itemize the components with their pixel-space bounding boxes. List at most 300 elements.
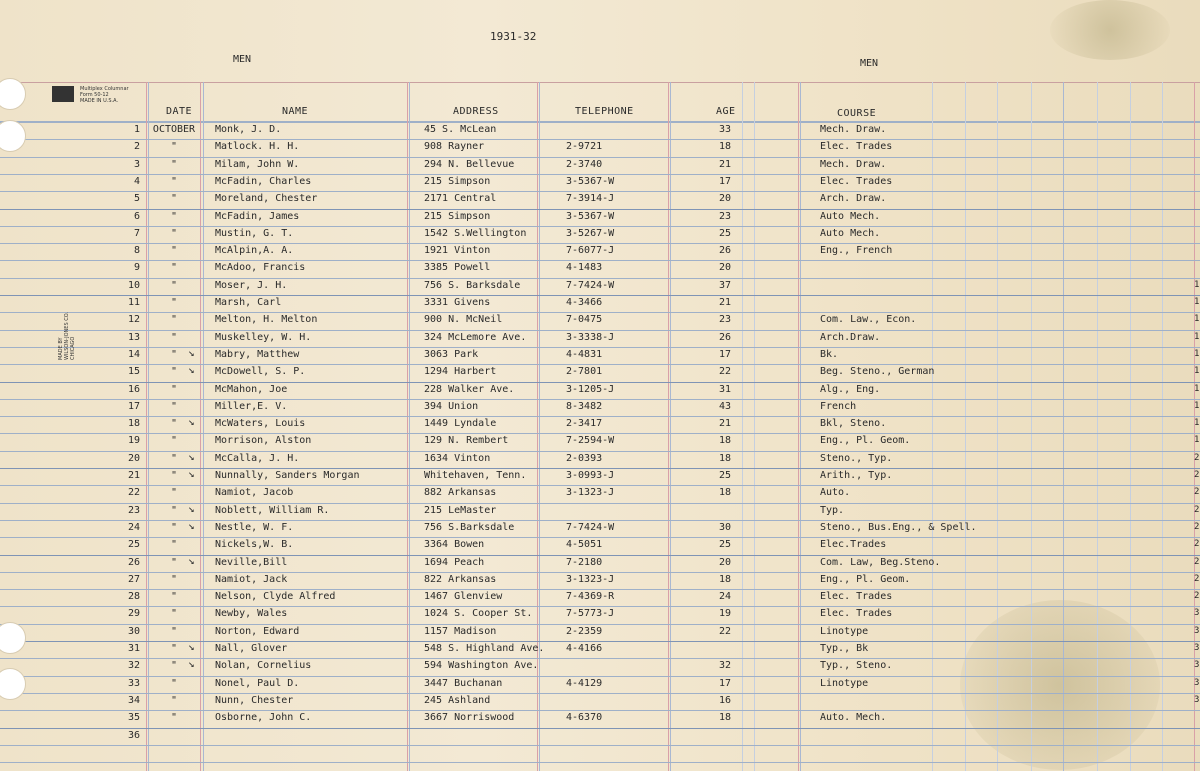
- address-cell: 1449 Lyndale: [424, 418, 497, 429]
- edge-number: 1: [1194, 366, 1200, 376]
- edge-number: 1: [1194, 384, 1200, 394]
- name-cell: Nelson, Clyde Alfred: [215, 591, 336, 602]
- age-cell: 18: [718, 574, 732, 585]
- course-cell: Bkl, Steno.: [820, 418, 887, 429]
- row-rule: [0, 572, 1200, 573]
- name-cell: Noblett, William R.: [215, 505, 330, 516]
- address-cell: 756 S. Barksdale: [424, 280, 521, 291]
- column-rule: [1097, 82, 1098, 771]
- row-rule: [0, 693, 1200, 694]
- name-cell: Nall, Glover: [215, 643, 288, 654]
- edge-number: 2: [1194, 539, 1200, 549]
- name-cell: McFadin, James: [215, 211, 300, 222]
- binder-hole: [0, 668, 26, 700]
- address-cell: 228 Walker Ave.: [424, 384, 515, 395]
- row-number: 14: [127, 349, 140, 360]
- row-number: 17: [127, 401, 140, 412]
- date-cell: ": [170, 141, 178, 152]
- row-number: 33: [127, 678, 140, 689]
- course-cell: Elec. Trades: [820, 141, 893, 152]
- column-header-name: NAME: [282, 106, 309, 117]
- course-cell: Typ., Bk: [820, 643, 869, 654]
- column-rule: [1162, 82, 1163, 771]
- column-rule: [800, 82, 801, 771]
- telephone-cell: 3-0993-J: [566, 470, 615, 481]
- edge-number: 3: [1194, 678, 1200, 688]
- telephone-cell: 7-6077-J: [566, 245, 615, 256]
- telephone-cell: 3-5367-W: [566, 176, 615, 187]
- age-cell: 31: [718, 384, 732, 395]
- edge-number: 3: [1194, 626, 1200, 636]
- row-number: 26: [127, 557, 140, 568]
- column-rule: [932, 82, 933, 771]
- header-rule: [0, 121, 1200, 123]
- edge-number: 3: [1194, 608, 1200, 618]
- binder-hole: [0, 622, 26, 654]
- course-cell: Mech. Draw.: [820, 159, 887, 170]
- name-cell: Nestle, W. F.: [215, 522, 294, 533]
- row-number: 34: [127, 695, 140, 706]
- row-rule: [0, 191, 1200, 192]
- course-cell: Auto.: [820, 487, 851, 498]
- name-cell: Marsh, Carl: [215, 297, 282, 308]
- row-rule: [0, 312, 1200, 313]
- men-heading-left: MEN: [233, 54, 252, 65]
- row-rule: [0, 295, 1200, 296]
- age-cell: 25: [718, 539, 732, 550]
- address-cell: 3331 Givens: [424, 297, 491, 308]
- address-cell: 3063 Park: [424, 349, 479, 360]
- name-cell: Milam, John W.: [215, 159, 300, 170]
- edge-number: 1: [1194, 332, 1200, 342]
- column-rule: [203, 82, 204, 771]
- column-rule: [539, 82, 540, 771]
- date-cell: ": [170, 574, 178, 585]
- check-arrow-icon: ↘: [188, 467, 195, 480]
- date-cell: ": [170, 418, 178, 429]
- name-cell: Neville,Bill: [215, 557, 288, 568]
- name-cell: Osborne, John C.: [215, 712, 312, 723]
- row-number: 23: [127, 505, 140, 516]
- course-cell: Auto Mech.: [820, 228, 881, 239]
- row-number: 6: [133, 211, 140, 222]
- edge-number: 2: [1194, 453, 1200, 463]
- date-cell: ": [170, 487, 178, 498]
- date-cell: ": [170, 557, 178, 568]
- address-cell: 3364 Bowen: [424, 539, 485, 550]
- address-cell: 324 McLemore Ave.: [424, 332, 527, 343]
- name-cell: Norton, Edward: [215, 626, 300, 637]
- telephone-cell: 4-5051: [566, 539, 603, 550]
- age-cell: 18: [718, 435, 732, 446]
- address-cell: 294 N. Bellevue: [424, 159, 515, 170]
- age-cell: 21: [718, 418, 732, 429]
- address-cell: 1921 Vinton: [424, 245, 491, 256]
- row-rule: [0, 710, 1200, 711]
- row-rule: [0, 589, 1200, 590]
- name-cell: McAlpin,A. A.: [215, 245, 294, 256]
- date-cell: ": [170, 626, 178, 637]
- address-cell: 900 N. McNeil: [424, 314, 503, 325]
- edge-number: 1: [1194, 435, 1200, 445]
- date-cell: ": [170, 660, 178, 671]
- row-rule: [0, 209, 1200, 210]
- check-arrow-icon: ↘: [188, 554, 195, 567]
- telephone-cell: 4-1483: [566, 262, 603, 273]
- age-cell: 24: [718, 591, 732, 602]
- row-number: 32: [127, 660, 140, 671]
- address-cell: 215 Simpson: [424, 176, 491, 187]
- address-cell: 215 Simpson: [424, 211, 491, 222]
- row-number: 30: [127, 626, 140, 637]
- course-cell: Mech. Draw.: [820, 124, 887, 135]
- column-rule: [670, 82, 671, 771]
- name-cell: Nickels,W. B.: [215, 539, 294, 550]
- row-rule: [0, 658, 1200, 659]
- row-number: 3: [133, 159, 140, 170]
- age-cell: 20: [718, 193, 732, 204]
- row-rule: [0, 330, 1200, 331]
- telephone-cell: 2-2359: [566, 626, 603, 637]
- rule: [0, 82, 1200, 83]
- name-cell: McDowell, S. P.: [215, 366, 306, 377]
- name-cell: McAdoo, Francis: [215, 262, 306, 273]
- telephone-cell: 3-1205-J: [566, 384, 615, 395]
- date-cell: ": [170, 176, 178, 187]
- age-cell: 16: [718, 695, 732, 706]
- row-number: 2: [133, 141, 140, 152]
- date-cell: ": [170, 384, 178, 395]
- edge-number: 2: [1194, 487, 1200, 497]
- column-rule: [754, 82, 755, 771]
- age-cell: 25: [718, 228, 732, 239]
- row-number: 35: [127, 712, 140, 723]
- age-cell: 37: [718, 280, 732, 291]
- row-rule: [0, 468, 1200, 469]
- column-rule: [668, 82, 669, 771]
- column-rule: [407, 82, 408, 771]
- name-cell: McMahon, Joe: [215, 384, 288, 395]
- date-cell: ": [170, 228, 178, 239]
- name-cell: Nunnally, Sanders Morgan: [215, 470, 360, 481]
- row-rule: [0, 520, 1200, 521]
- row-number: 27: [127, 574, 140, 585]
- course-cell: Alg., Eng.: [820, 384, 881, 395]
- column-header-age: AGE: [716, 106, 736, 117]
- age-cell: 32: [718, 660, 732, 671]
- date-cell: ": [170, 262, 178, 273]
- row-rule: [0, 174, 1200, 175]
- course-cell: French: [820, 401, 857, 412]
- age-cell: 18: [718, 141, 732, 152]
- address-cell: 3385 Powell: [424, 262, 491, 273]
- telephone-cell: 4-6370: [566, 712, 603, 723]
- edge-number: 1: [1194, 401, 1200, 411]
- edge-number: 1: [1194, 297, 1200, 307]
- row-number: 16: [127, 384, 140, 395]
- age-cell: 30: [718, 522, 732, 533]
- date-cell: ": [170, 522, 178, 533]
- binder-hole: [0, 120, 26, 152]
- column-rule: [409, 82, 410, 771]
- row-rule: [0, 485, 1200, 486]
- age-cell: 23: [718, 314, 732, 325]
- address-cell: 3667 Norriswood: [424, 712, 515, 723]
- name-cell: Namiot, Jacob: [215, 487, 294, 498]
- row-number: 31: [127, 643, 140, 654]
- age-cell: 22: [718, 626, 732, 637]
- age-cell: 22: [718, 366, 732, 377]
- telephone-cell: 7-3914-J: [566, 193, 615, 204]
- date-cell: ": [170, 159, 178, 170]
- check-arrow-icon: ↘: [188, 657, 195, 670]
- date-cell: ": [170, 349, 178, 360]
- check-arrow-icon: ↘: [188, 640, 195, 653]
- name-cell: Namiot, Jack: [215, 574, 288, 585]
- row-rule: [0, 399, 1200, 400]
- name-cell: McWaters, Louis: [215, 418, 306, 429]
- course-cell: Arith., Typ.: [820, 470, 893, 481]
- course-cell: Auto. Mech.: [820, 712, 887, 723]
- name-cell: Miller,E. V.: [215, 401, 288, 412]
- row-rule: [0, 624, 1200, 625]
- course-cell: Arch.Draw.: [820, 332, 881, 343]
- address-cell: 1634 Vinton: [424, 453, 491, 464]
- date-cell: ": [170, 193, 178, 204]
- check-arrow-icon: ↘: [188, 450, 195, 463]
- row-rule: [0, 676, 1200, 677]
- name-cell: Matlock. H. H.: [215, 141, 300, 152]
- year-heading: 1931-32: [490, 30, 537, 43]
- age-cell: 33: [718, 124, 732, 135]
- date-cell: ": [170, 435, 178, 446]
- telephone-cell: 8-3482: [566, 401, 603, 412]
- telephone-cell: 7-0475: [566, 314, 603, 325]
- row-rule: [0, 728, 1200, 729]
- form-line: Multiplex Columnar: [80, 86, 129, 92]
- name-cell: Mustin, G. T.: [215, 228, 294, 239]
- name-cell: Moser, J. H.: [215, 280, 288, 291]
- date-cell: ": [170, 297, 178, 308]
- row-number: 28: [127, 591, 140, 602]
- row-rule: [0, 503, 1200, 504]
- telephone-cell: 3-5267-W: [566, 228, 615, 239]
- column-rule: [997, 82, 998, 771]
- telephone-cell: 2-0393: [566, 453, 603, 464]
- row-number: 4: [133, 176, 140, 187]
- binder-hole: [0, 78, 26, 110]
- name-cell: Nolan, Cornelius: [215, 660, 312, 671]
- age-cell: 18: [718, 712, 732, 723]
- row-rule: [0, 606, 1200, 607]
- row-number: 18: [127, 418, 140, 429]
- row-number: 29: [127, 608, 140, 619]
- edge-number: 1: [1194, 280, 1200, 290]
- telephone-cell: 4-4129: [566, 678, 603, 689]
- age-cell: 19: [718, 608, 732, 619]
- age-cell: 25: [718, 470, 732, 481]
- row-rule: [0, 364, 1200, 365]
- row-number: 1: [133, 124, 140, 135]
- course-cell: Elec.Trades: [820, 539, 887, 550]
- course-cell: Linotype: [820, 678, 869, 689]
- edge-number: 3: [1194, 643, 1200, 653]
- age-cell: 17: [718, 176, 732, 187]
- address-cell: 594 Washington Ave.: [424, 660, 539, 671]
- address-cell: 245 Ashland: [424, 695, 491, 706]
- edge-number: 1: [1194, 349, 1200, 359]
- course-cell: Linotype: [820, 626, 869, 637]
- date-cell: ": [170, 678, 178, 689]
- course-cell: Eng., French: [820, 245, 893, 256]
- age-cell: 23: [718, 211, 732, 222]
- telephone-cell: 2-7801: [566, 366, 603, 377]
- column-header-telephone: TELEPHONE: [575, 106, 634, 117]
- name-cell: Muskelley, W. H.: [215, 332, 312, 343]
- row-number: 22: [127, 487, 140, 498]
- course-cell: Eng., Pl. Geom.: [820, 574, 911, 585]
- row-number: 9: [133, 262, 140, 273]
- check-arrow-icon: ↘: [188, 519, 195, 532]
- address-cell: 1467 Glenview: [424, 591, 503, 602]
- row-rule: [0, 416, 1200, 417]
- row-number: 5: [133, 193, 140, 204]
- telephone-cell: 3-1323-J: [566, 487, 615, 498]
- row-number: 21: [127, 470, 140, 481]
- row-number: 8: [133, 245, 140, 256]
- address-cell: 908 Rayner: [424, 141, 485, 152]
- telephone-cell: 4-3466: [566, 297, 603, 308]
- date-cell: ": [170, 539, 178, 550]
- row-number: 25: [127, 539, 140, 550]
- edge-number: 2: [1194, 591, 1200, 601]
- column-rule: [965, 82, 966, 771]
- age-cell: 21: [718, 159, 732, 170]
- address-cell: 882 Arkansas: [424, 487, 497, 498]
- course-cell: Elec. Trades: [820, 176, 893, 187]
- check-arrow-icon: ↘: [188, 415, 195, 428]
- form-line: Form 50-12: [80, 92, 109, 98]
- course-cell: Com. Law., Econ.: [820, 314, 917, 325]
- date-cell: ": [170, 695, 178, 706]
- column-rule: [1063, 82, 1064, 771]
- maker-line: MADE BY: [58, 337, 64, 360]
- name-cell: Morrison, Alston: [215, 435, 312, 446]
- telephone-cell: 7-7424-W: [566, 522, 615, 533]
- edge-number: 2: [1194, 557, 1200, 567]
- wilson-jones-logo: [52, 86, 74, 102]
- address-cell: 2171 Central: [424, 193, 497, 204]
- edge-number: 2: [1194, 505, 1200, 515]
- row-number: 24: [127, 522, 140, 533]
- address-cell: 394 Union: [424, 401, 479, 412]
- row-rule: [0, 762, 1200, 763]
- telephone-cell: 7-7424-W: [566, 280, 615, 291]
- check-arrow-icon: ↘: [188, 346, 195, 359]
- date-cell: ": [170, 211, 178, 222]
- row-rule: [0, 555, 1200, 556]
- name-cell: Mabry, Matthew: [215, 349, 300, 360]
- column-rule: [1031, 82, 1032, 771]
- address-cell: Whitehaven, Tenn.: [424, 470, 527, 481]
- date-cell: ": [170, 280, 178, 291]
- address-cell: 1024 S. Cooper St.: [424, 608, 533, 619]
- row-number: 36: [127, 730, 140, 741]
- telephone-cell: 4-4831: [566, 349, 603, 360]
- column-header-address: ADDRESS: [453, 106, 499, 117]
- name-cell: Newby, Wales: [215, 608, 288, 619]
- water-stain: [1050, 0, 1170, 60]
- date-cell: ": [170, 608, 178, 619]
- telephone-cell: 2-9721: [566, 141, 603, 152]
- form-label: [80, 86, 129, 104]
- row-number: 20: [127, 453, 140, 464]
- date-cell: ": [170, 470, 178, 481]
- date-cell: ": [170, 401, 178, 412]
- row-rule: [0, 226, 1200, 227]
- edge-number: 3: [1194, 695, 1200, 705]
- age-cell: 43: [718, 401, 732, 412]
- address-cell: 822 Arkansas: [424, 574, 497, 585]
- address-cell: 3447 Buchanan: [424, 678, 503, 689]
- column-rule: [798, 82, 799, 771]
- date-cell: ": [170, 591, 178, 602]
- row-number: 15: [127, 366, 140, 377]
- age-cell: 26: [718, 245, 732, 256]
- edge-number: 2: [1194, 470, 1200, 480]
- maker-line: WILSON-JONES CO.: [64, 311, 70, 360]
- course-cell: Elec. Trades: [820, 608, 893, 619]
- row-rule: [0, 382, 1200, 383]
- address-cell: 1294 Harbert: [424, 366, 497, 377]
- telephone-cell: 3-5367-W: [566, 211, 615, 222]
- row-rule: [0, 537, 1200, 538]
- address-cell: 1694 Peach: [424, 557, 485, 568]
- column-rule: [1130, 82, 1131, 771]
- age-cell: 20: [718, 557, 732, 568]
- row-rule: [0, 347, 1200, 348]
- telephone-cell: 2-3417: [566, 418, 603, 429]
- name-cell: McFadin, Charles: [215, 176, 312, 187]
- address-cell: 756 S.Barksdale: [424, 522, 515, 533]
- date-cell: ": [170, 245, 178, 256]
- age-cell: 18: [718, 453, 732, 464]
- edge-number: 1: [1194, 418, 1200, 428]
- course-cell: Eng., Pl. Geom.: [820, 435, 911, 446]
- date-cell: ": [170, 712, 178, 723]
- course-cell: Typ.: [820, 505, 845, 516]
- row-rule: [0, 278, 1200, 279]
- telephone-cell: 7-2594-W: [566, 435, 615, 446]
- row-number: 11: [127, 297, 140, 308]
- name-cell: Monk, J. D.: [215, 124, 282, 135]
- course-cell: Com. Law, Beg.Steno.: [820, 557, 941, 568]
- row-rule: [0, 260, 1200, 261]
- telephone-cell: 4-4166: [566, 643, 603, 654]
- name-cell: Nonel, Paul D.: [215, 678, 300, 689]
- name-cell: Moreland, Chester: [215, 193, 318, 204]
- column-header-course: COURSE: [837, 108, 877, 119]
- address-cell: 1157 Madison: [424, 626, 497, 637]
- row-number: 12: [127, 314, 140, 325]
- address-cell: 45 S. McLean: [424, 124, 497, 135]
- date-cell: ": [170, 366, 178, 377]
- column-header-date: DATE: [166, 106, 193, 117]
- row-rule: [0, 641, 1200, 642]
- edge-number: 3: [1194, 660, 1200, 670]
- course-cell: Steno., Typ.: [820, 453, 893, 464]
- age-cell: 20: [718, 262, 732, 273]
